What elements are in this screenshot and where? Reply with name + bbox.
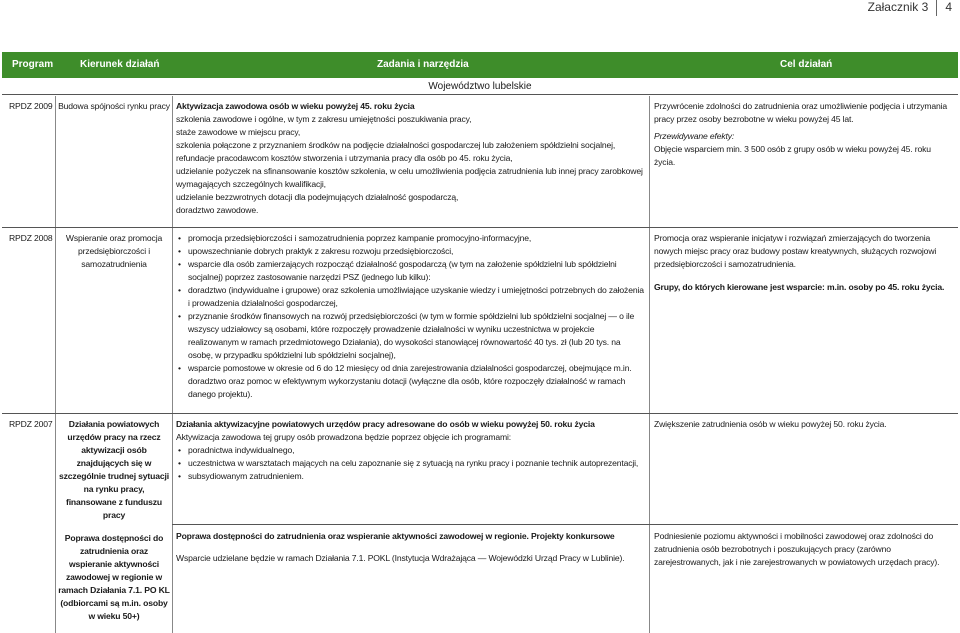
row3-tasks-intro: Aktywizacja zawodowa tej grupy osób prowadzona będzie poprzez objęcie ich programami: [176, 432, 512, 442]
page-header [868, 0, 952, 14]
list-item: • przyznanie środków finansowych na rozwój przedsiębiorczości (w tym w formie spółdzielni lub spółdzielni socjalnej — o ile wszyscy udziałowcy są osobami, które rozpoczęły prowadzenie działalności w wyniku uczestnictwa w projekcie realizowanym w ramach przedmiotowego Działania), do wysokości stanowiącej równowartość 40 tys. zł (lub 20 tys. na osobę, w przypadku spółdzielni lub spółdzielni socjalnej), [176, 310, 646, 362]
row4-tasks-title: Poprawa dostępności do zatrudnienia oraz wspieranie aktywności zawodowej w regionie. Projekty konkursowe [176, 531, 615, 541]
row1-task-line: refundacje pracodawcom kosztów stworzenia i utrzymania pracy dla osób po 45. roku życia, [176, 153, 513, 163]
row2-program: RPDZ 2008 [9, 233, 53, 243]
row3-tasks [176, 418, 646, 483]
row1-task-line: udzielanie bezzwrotnych dotacji dla podejmujących działalność gospodarczą, [176, 192, 459, 202]
row3-goals: Zwiększenie zatrudnienia osób w wieku powyżej 50. roku życia. [654, 419, 887, 429]
row2-goal: Promocja oraz wspieranie inicjatyw i rozwiązań zmierzających do tworzenia nowych miejsc pracy oraz budowy postaw kreatywnych, służących rozwojowi przedsiębiorczości i samozatrudnienia. [654, 233, 937, 269]
col-header-cel: Cel działań [780, 59, 833, 70]
row2-direction: Wspieranie oraz promocja przedsiębiorczości i samozatrudnienia [65, 233, 163, 269]
col-header-zadania: Zadania i narzędzia [377, 59, 469, 70]
row1-task-line: szkolenia połączone z przyznaniem środków na podjęcie działalności gospodarczej lub założeniem spółdzielni socjalnej, [176, 140, 616, 150]
row2-tasks [176, 232, 646, 401]
col-divider [55, 96, 56, 633]
row1-direction: Budowa spójności rynku pracy [58, 101, 170, 111]
row1-goal: Przywrócenie zdolności do zatrudnienia oraz umożliwienie podjęcia i utrzymania pracy przez osoby bezrobotne w wieku powyżej 45 lat. [654, 101, 948, 124]
row4-goals: Podniesienie poziomu aktywności i mobilności zawodowej oraz zdolności do zatrudnienia osób bezrobotnych i poszukujących pracy (zarówno zarejestrowanych, jak i nie zarejestrowanych w powiatowych urzędach pracy). [654, 531, 940, 567]
row4-tasks-text: Wsparcie udzielane będzie w ramach Działania 7.1. POKL (Instytucja Wdrażająca — Wojewódzki Urząd Pracy w Lublinie). [176, 553, 625, 563]
table-header [2, 52, 958, 78]
list-item: • promocja przedsiębiorczości i samozatrudnienia poprzez kampanie promocyjno-informacyjne, [176, 232, 646, 245]
col-header-program: Program [12, 59, 54, 70]
row1-tasks-title: Aktywizacja zawodowa osób w wieku powyżej 45. roku życia [176, 101, 415, 111]
list-item: • wsparcie dla osób zamierzających rozpocząć działalność gospodarczą (w tym na założenie spółdzielni lub spółdzielni socjalnej) poprzez zastosowanie narzędzi PSZ (jednego lub kilku): [176, 258, 646, 284]
row2-goal-bold: Grupy, do których kierowane jest wsparcie: m.in. osoby po 45. roku życia. [654, 282, 945, 292]
attachment-label: Załacznik 3 [867, 0, 929, 14]
row1-task-line: staże zawodowe w miejscu pracy, [176, 127, 301, 137]
col-divider [172, 96, 173, 633]
row-divider [172, 524, 958, 525]
row1-task-line: doradztwo zawodowe. [176, 205, 259, 215]
row-divider [2, 227, 958, 228]
row3-tasks-title: Działania aktywizacyjne powiatowych urzędów pracy adresowane do osób w wieku powyżej 50. roku życia [176, 419, 595, 429]
row1-program: RPDZ 2009 [9, 101, 53, 111]
list-item: • doradztwo (indywidualne i grupowe) oraz szkolenia umożliwiające uzyskanie wiedzy i umiejętności potrzebnych do założenia i prowadzenia działalności gospodarczej, [176, 284, 646, 310]
header-divider [936, 0, 937, 16]
row1-goals [654, 100, 954, 169]
row1-goal-label: Przewidywane efekty: [654, 131, 735, 141]
row2-goals [654, 232, 954, 294]
row4-tasks [176, 530, 646, 565]
row1-task-line: szkolenia zawodowe i ogólne, w tym z zakresu umiejętności poszukiwania pracy, [176, 114, 472, 124]
row1-task-line: udzielanie pożyczek na sfinansowanie kosztów szkolenia, w celu umożliwienia podjęcia zatrudnienia lub innej pracy zarobkowej wymagających szczególnych kwalifikacji, [176, 166, 643, 189]
col-header-kierunek: Kierunek działań [80, 59, 160, 70]
row4-direction: Poprawa dostępności do zatrudnienia oraz wspieranie aktywności zawodowej w regionie w ramach Działania 7.1. PO KL (odbiorcami są m.in. osoby w wieku 50+) [58, 533, 170, 621]
col-divider [649, 96, 650, 633]
page-number: 4 [945, 0, 952, 14]
row1-tasks [176, 100, 646, 217]
region-title: Województwo lubelskie [2, 80, 958, 95]
row1-goal-effect: Objęcie wsparciem min. 3 500 osób z grupy osób w wieku powyżej 45. roku życia. [654, 144, 931, 167]
row3-direction: Działania powiatowych urzędów pracy na rzecz aktywizacji osób znajdujących się w szczególnie trudnej sytuacji na rynku pracy, finansowane z funduszu pracy [59, 419, 169, 520]
list-item: • subsydiowanym zatrudnieniem. [176, 470, 646, 483]
list-item: • upowszechnianie dobrych praktyk z zakresu rozwoju przedsiębiorczości, [176, 245, 646, 258]
list-item: • poradnictwa indywidualnego, [176, 444, 646, 457]
list-item: • uczestnictwa w warsztatach mających na celu zapoznanie się z sytuacją na rynku pracy i poznanie technik autoprezentacji, [176, 457, 646, 470]
row3-program: RPDZ 2007 [9, 419, 53, 429]
list-item: • wsparcie pomostowe w okresie od 6 do 12 miesięcy od dnia zarejestrowania działalności gospodarczej, obejmujące m.in. doradztwo oraz pomoc w efektywnym wykorzystaniu dotacji (wyłączne dla osób, które rozpoczęły działalność w ramach danego projektu). [176, 362, 646, 401]
row-divider [2, 413, 958, 414]
